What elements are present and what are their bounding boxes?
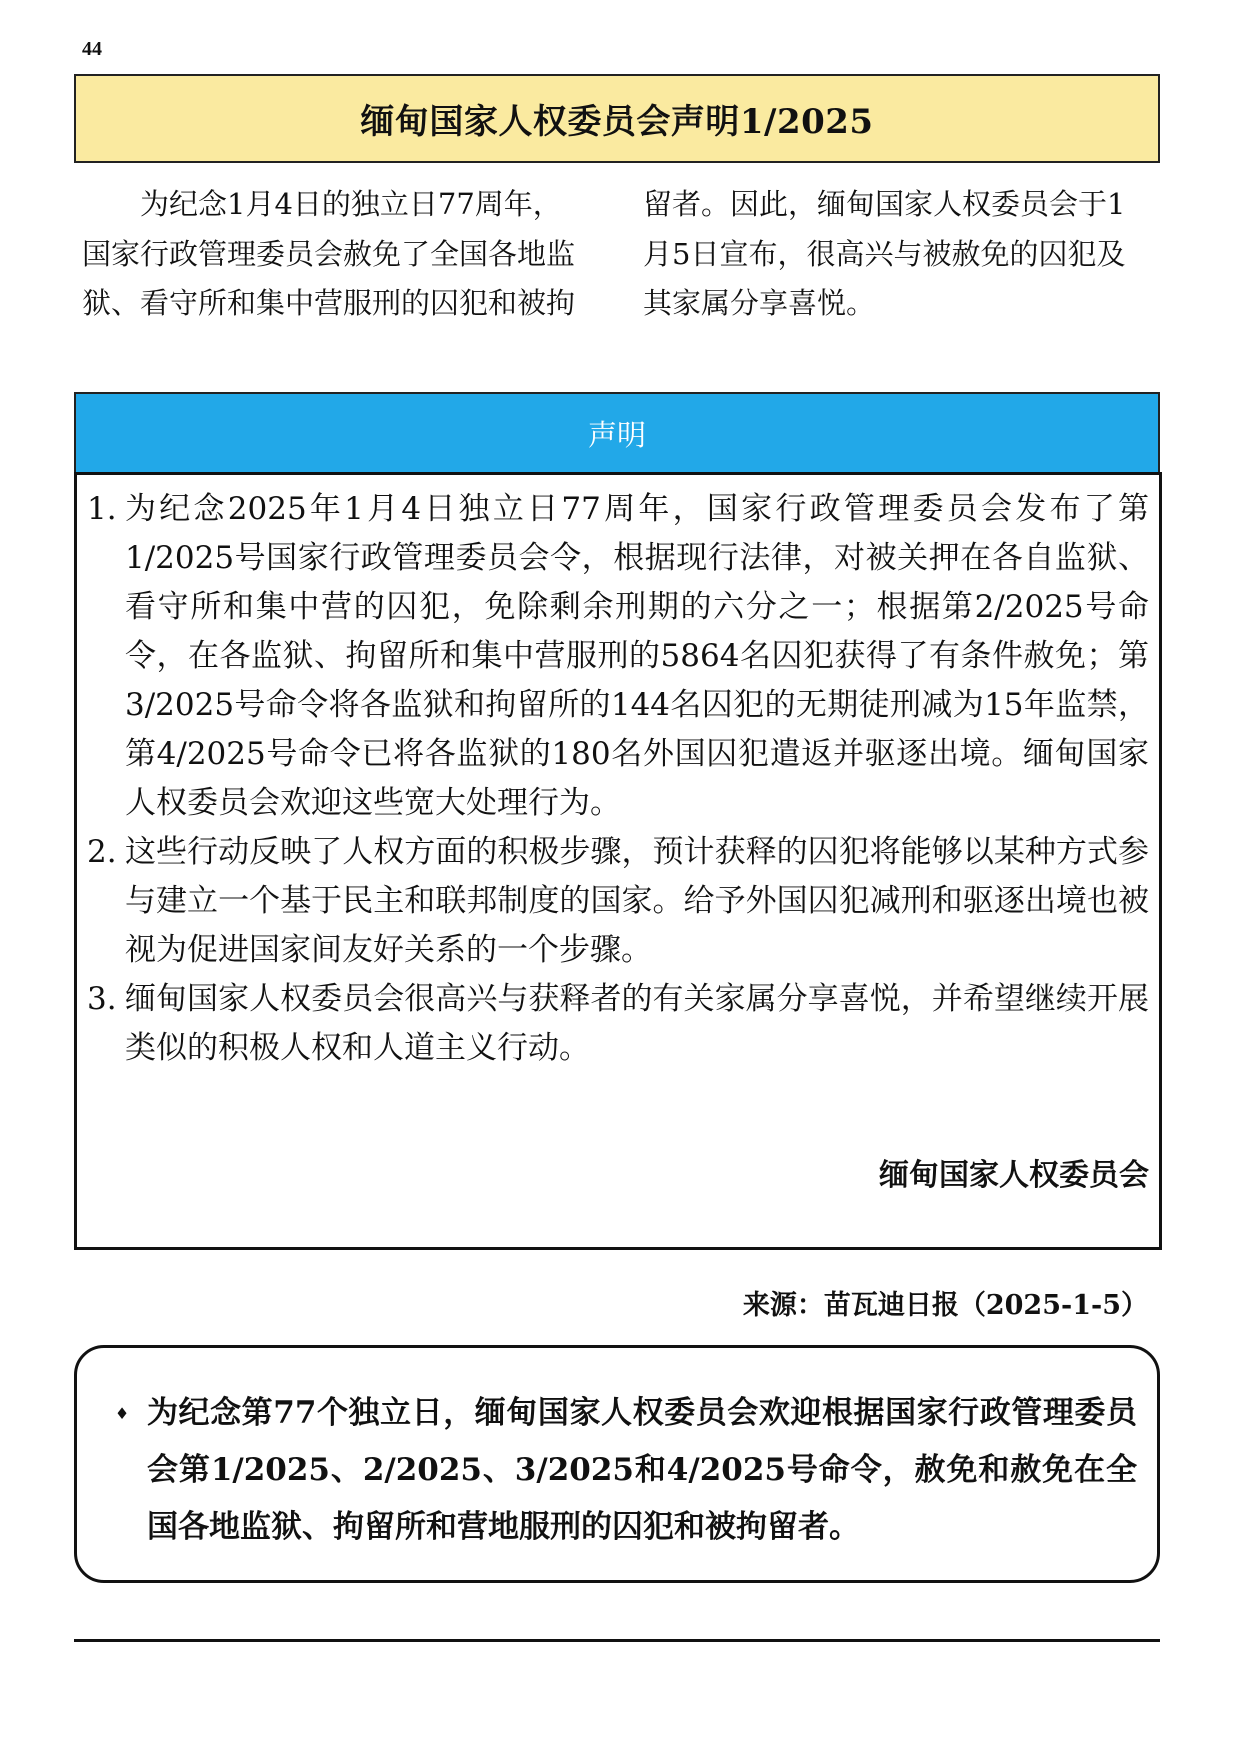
- statement-header-label: 声明: [587, 417, 646, 452]
- summary-box: [74, 1345, 1160, 1583]
- intro-paragraph: 为纪念1月4日的独立日77周年，国家行政管理委员会赦免了全国各地监狱、看守所和集中营服刑的囚犯和被拘留者。因此，缅甸国家人权委员会于1月5日宣布，很高兴与被赦免的囚犯及其家属分享喜悦。: [82, 187, 1126, 320]
- source-citation: 来源：苗瓦迪日报（2025-1-5）: [742, 1290, 1148, 1321]
- statement-item-number: 1.: [87, 491, 117, 527]
- statement-item-3: [87, 975, 1149, 1073]
- statement-item-number: 2.: [87, 834, 117, 870]
- statement-item-number: 3.: [87, 981, 117, 1017]
- intro-section: [82, 180, 1144, 380]
- summary-text: 为纪念第77个独立日，缅甸国家人权委员会欢迎根据国家行政管理委员会第1/2025、2/2025、3/2025和4/2025号命令，赦免和赦免在全国各地监狱、拘留所和营地服刑的囚犯和被拘留者。: [147, 1395, 1137, 1545]
- diamond-bullet-icon: ♦: [114, 1404, 130, 1423]
- bottom-divider: [74, 1639, 1160, 1642]
- statement-item-2: [87, 828, 1149, 975]
- statement-list: [87, 485, 1149, 1073]
- statement-header: [74, 392, 1160, 472]
- summary-row: [97, 1385, 1137, 1556]
- statement-body: [74, 472, 1162, 1250]
- title-banner: [74, 74, 1160, 163]
- statement-item-text: 为纪念2025年1月4日独立日77周年，国家行政管理委员会发布了第1/2025号国家行政管理委员会令，根据现行法律，对被关押在各自监狱、看守所和集中营的囚犯，免除剩余刑期的六分之一；根据第2/2025号命令，在各监狱、拘留所和集中营服刑的5864名囚犯获得了有条件赦免；第3/2025号命令将各监狱和拘留所的144名囚犯的无期徒刑减为15年监禁，第4/2025号命令已将各监狱的180名外国囚犯遣返并驱逐出境。缅甸国家人权委员会欢迎这些宽大处理行为。: [125, 491, 1149, 821]
- statement-item-1: [87, 485, 1149, 828]
- statement-item-text: 缅甸国家人权委员会很高兴与获释者的有关家属分享喜悦，并希望继续开展类似的积极人权和人道主义行动。: [125, 981, 1149, 1066]
- statement-item-text: 这些行动反映了人权方面的积极步骤，预计获释的囚犯将能够以某种方式参与建立一个基于民主和联邦制度的国家。给予外国囚犯减刑和驱逐出境也被视为促进国家间友好关系的一个步骤。: [125, 834, 1149, 968]
- page-title: 缅甸国家人权委员会声明1/2025: [360, 102, 874, 142]
- page-number: 44: [82, 38, 102, 60]
- statement-signature: 缅甸国家人权委员会: [879, 1158, 1149, 1193]
